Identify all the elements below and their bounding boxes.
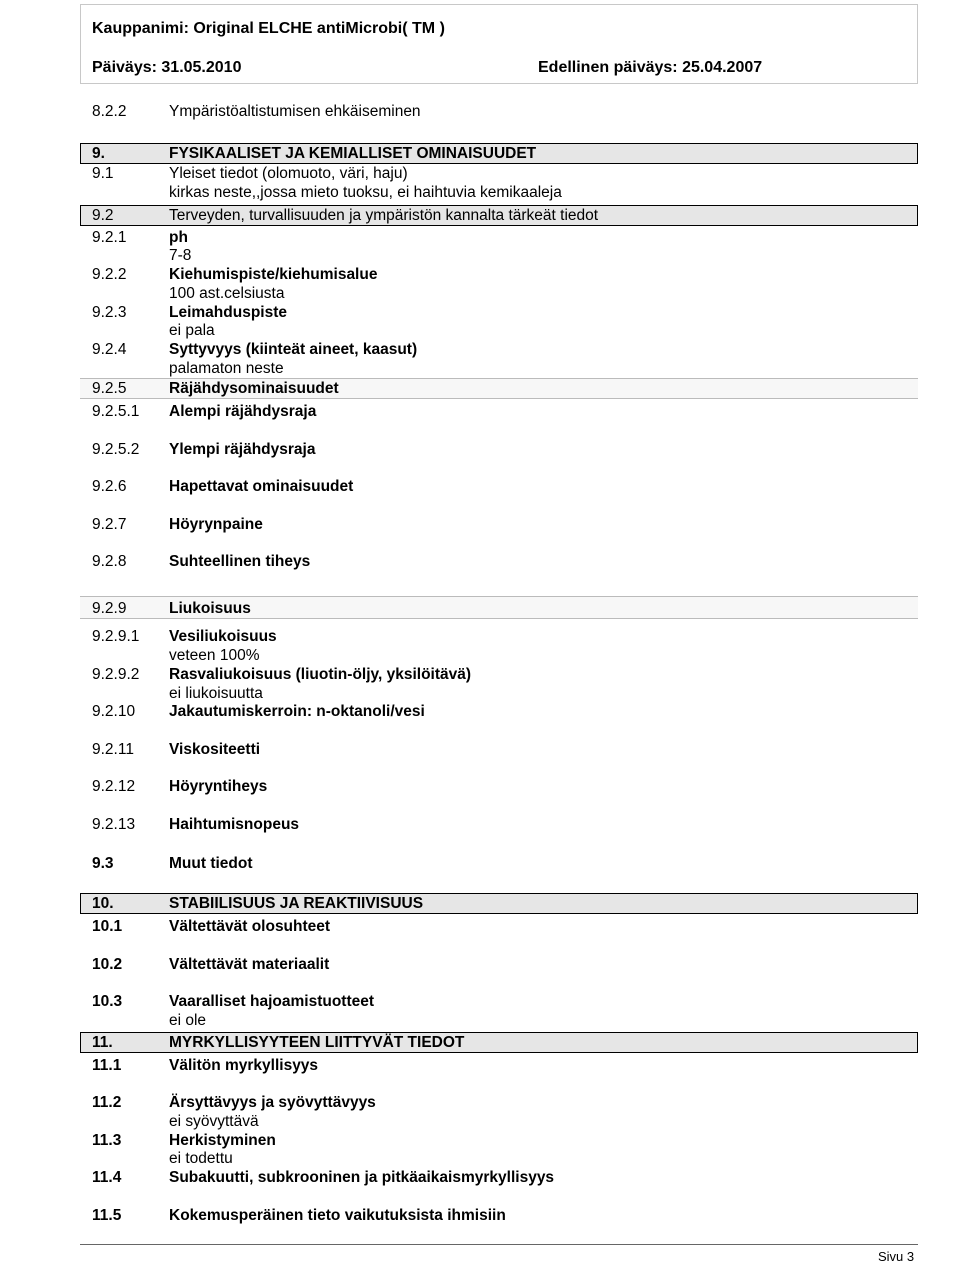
item-title: Rasvaliukoisuus (liuotin-öljy, yksilöitävä)	[169, 666, 472, 683]
item-number: 9.3	[92, 855, 114, 872]
item-number: 9.2.11	[92, 741, 134, 758]
item-number: 10.2	[92, 956, 123, 973]
item-number: 9.2.10	[92, 703, 136, 720]
item-title: Kiehumispiste/kiehumisalue	[169, 266, 378, 283]
previous-date-value: 25.04.2007	[682, 59, 763, 76]
item-title: Vältettävät materiaalit	[169, 956, 330, 973]
product-name: Original ELCHE antiMicrobi( TM )	[193, 20, 445, 37]
footer-divider	[80, 1244, 918, 1245]
item-value: veteen 100%	[169, 647, 260, 664]
item-title: Vaaralliset hajoamistuotteet	[169, 993, 375, 1010]
item-number: 9.2.4	[92, 341, 127, 358]
date-label: Päiväys:	[92, 59, 157, 76]
item-title: Muut tiedot	[169, 855, 253, 872]
section-number: 10.	[92, 895, 114, 912]
item-number: 11.1	[92, 1057, 122, 1074]
item-title: Ympäristöaltistumisen ehkäiseminen	[169, 103, 421, 120]
item-number: 9.2.6	[92, 478, 127, 495]
section-title: MYRKYLLISYYTEEN LIITTYVÄT TIEDOT	[169, 1034, 465, 1051]
item-number: 9.2.5	[92, 380, 127, 397]
item-number: 9.2.9.2	[92, 666, 140, 683]
item-title: Höyrynpaine	[169, 516, 263, 533]
item-title: Höyryntiheys	[169, 778, 268, 795]
item-number: 9.2.3	[92, 304, 127, 321]
item-title: Välitön myrkyllisyys	[169, 1057, 319, 1074]
item-number: 9.2.9.1	[92, 628, 140, 645]
item-number: 9.2.1	[92, 229, 127, 246]
item-title: Leimahduspiste	[169, 304, 287, 321]
item-value: ei todettu	[169, 1150, 233, 1167]
previous-date-label: Edellinen päiväys:	[538, 59, 678, 76]
item-number: 9.2.9	[92, 600, 127, 617]
page-number: Sivu 3	[878, 1249, 915, 1264]
item-number: 11.2	[92, 1094, 122, 1111]
item-number: 9.2.5.2	[92, 441, 140, 458]
item-title: Suhteellinen tiheys	[169, 553, 311, 570]
item-title: Herkistyminen	[169, 1132, 276, 1149]
item-title: Yleiset tiedot (olomuoto, väri, haju)	[169, 165, 408, 182]
item-title: Vesiliukoisuus	[169, 628, 277, 645]
divider	[80, 163, 918, 164]
item-number: 10.1	[92, 918, 123, 935]
section-title: FYSIKAALISET JA KEMIALLISET OMINAISUUDET	[169, 145, 537, 162]
item-value: palamaton neste	[169, 360, 284, 377]
section-number: 9.	[92, 145, 105, 162]
item-number: 9.1	[92, 165, 114, 182]
item-number: 9.2.12	[92, 778, 136, 795]
product-name-line	[92, 20, 445, 38]
item-title: Räjähdysominaisuudet	[169, 380, 339, 397]
item-value: ei ole	[169, 1012, 207, 1029]
item-number: 8.2.2	[92, 103, 127, 120]
item-title: Hapettavat ominaisuudet	[169, 478, 354, 495]
item-value: 100 ast.celsiusta	[169, 285, 285, 302]
item-title: Haihtumisnopeus	[169, 816, 300, 833]
item-title: Liukoisuus	[169, 600, 251, 617]
section-title: STABIILISUUS JA REAKTIIVISUUS	[169, 895, 424, 912]
date-value: 31.05.2010	[161, 59, 242, 76]
item-title: Vältettävät olosuhteet	[169, 918, 331, 935]
item-title: Viskositeetti	[169, 741, 261, 758]
item-number: 11.4	[92, 1169, 122, 1186]
item-value: ei syövyttävä	[169, 1113, 259, 1130]
item-title: Jakautumiskerroin: n-oktanoli/vesi	[169, 703, 425, 720]
item-number: 9.2.2	[92, 266, 127, 283]
item-number: 11.5	[92, 1207, 122, 1224]
item-number: 9.2	[92, 207, 114, 224]
item-number: 11.3	[92, 1132, 122, 1149]
item-value: ei pala	[169, 322, 215, 339]
item-title: Subakuutti, subkrooninen ja pitkäaikaismyrkyllisyys	[169, 1169, 555, 1186]
item-title: Ärsyttävyys ja syövyttävyys	[169, 1094, 376, 1111]
item-number: 9.2.13	[92, 816, 136, 833]
item-value: 7-8	[169, 247, 192, 264]
item-title: Kokemusperäinen tieto vaikutuksista ihmisiin	[169, 1207, 506, 1224]
date-line	[92, 59, 241, 77]
section-title: Terveyden, turvallisuuden ja ympäristön kannalta tärkeät tiedot	[169, 207, 599, 224]
item-value: kirkas neste,,jossa mieto tuoksu, ei haihtuvia kemikaaleja	[169, 184, 562, 201]
item-number: 9.2.5.1	[92, 403, 140, 420]
item-title: Syttyvyys (kiinteät aineet, kaasut)	[169, 341, 418, 358]
item-title: ph	[169, 229, 188, 246]
item-number: 9.2.7	[92, 516, 127, 533]
item-value: ei liukoisuutta	[169, 685, 263, 702]
item-title: Ylempi räjähdysraja	[169, 441, 316, 458]
section-number: 11.	[92, 1034, 113, 1051]
product-label: Kauppanimi:	[92, 20, 189, 37]
previous-date-line	[538, 59, 762, 77]
item-number: 10.3	[92, 993, 123, 1010]
item-title: Alempi räjähdysraja	[169, 403, 317, 420]
item-number: 9.2.8	[92, 553, 127, 570]
